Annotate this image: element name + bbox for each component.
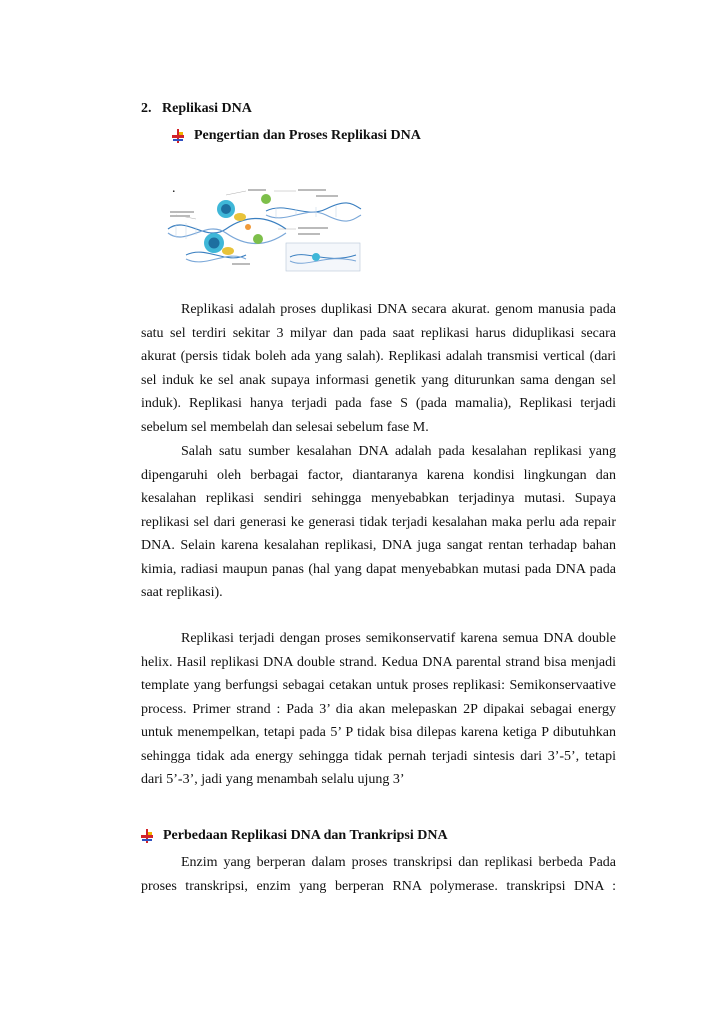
section-heading	[141, 101, 252, 117]
paragraph-4: Enzim yang berperan dalam proses transkripsi dan replikasi berbeda Pada proses transkripsi, enzim yang berperan RNA polymerase. transkripsi DNA :	[141, 855, 616, 894]
section-title: Replikasi DNA	[162, 101, 252, 116]
subheading-pengertian-text: Pengertian dan Proses Replikasi DNA	[194, 128, 421, 143]
bullet-icon	[172, 129, 184, 143]
section-number: 2.	[141, 101, 152, 116]
subheading-perbedaan	[141, 828, 448, 844]
subheading-pengertian	[172, 128, 421, 144]
paragraph-3: Replikasi terjadi dengan proses semikonservatif karena semua DNA double helix. Hasil replikasi DNA double strand. Kedua DNA parental strand bisa menjadi template yang berfungsi sebagai cetakan untuk proses replikasi: Semikonservaative process. Primer strand : Pada 3’ dia akan melepaskan 2P dipakai sebagai energy untuk menempelkan, tetapi pada 5’ P tidak bisa dilepas karena ketiga P dibutuhkan sehingga tidak ada energy sehingga tidak pernah terjadi sintesis dari 3’-5’, tetapi dari 5’-3’, jadi yang menambah selalu ujung 3’	[141, 631, 616, 787]
dna-replication-figure	[166, 185, 362, 273]
paragraph-2: Salah satu sumber kesalahan DNA adalah pada kesalahan replikasi yang dipengaruhi oleh berbagai factor, diantaranya karena kondisi lingkungan dan kesalahan replikasi sendiri sehingga menyebabkan terjadinya mutasi. Supaya replikasi sel dari generasi ke generasi tidak terjadi kesalahan maka perlu ada repair DNA. Selain karena kesalahan replikasi, DNA juga sangat rentan terhadap bahan kimia, radiasi maupun panas (hal yang dapat menyebabkan mutasi pada DNA pada saat replikasi).	[141, 444, 616, 600]
paragraph-1: Replikasi adalah proses duplikasi DNA secara akurat. genom manusia pada satu sel terdiri sekitar 3 milyar dan pada saat replikasi harus diduplikasi secara akurat (persis tidak boleh ada yang salah). Replikasi adalah transmisi vertical (dari sel induk ke sel anak supaya informasi genetik yang diturunkan sama dengan sel induk). Replikasi hanya terjadi pada fase S (pada mamalia), Replikasi terjadi sebelum sel membelah dan selesai sebelum fase M.	[141, 302, 616, 435]
bullet-icon	[141, 829, 153, 843]
subheading-perbedaan-text: Perbedaan Replikasi DNA dan Trankripsi DNA	[163, 828, 448, 843]
figure-bullet-dot: .	[172, 181, 176, 196]
